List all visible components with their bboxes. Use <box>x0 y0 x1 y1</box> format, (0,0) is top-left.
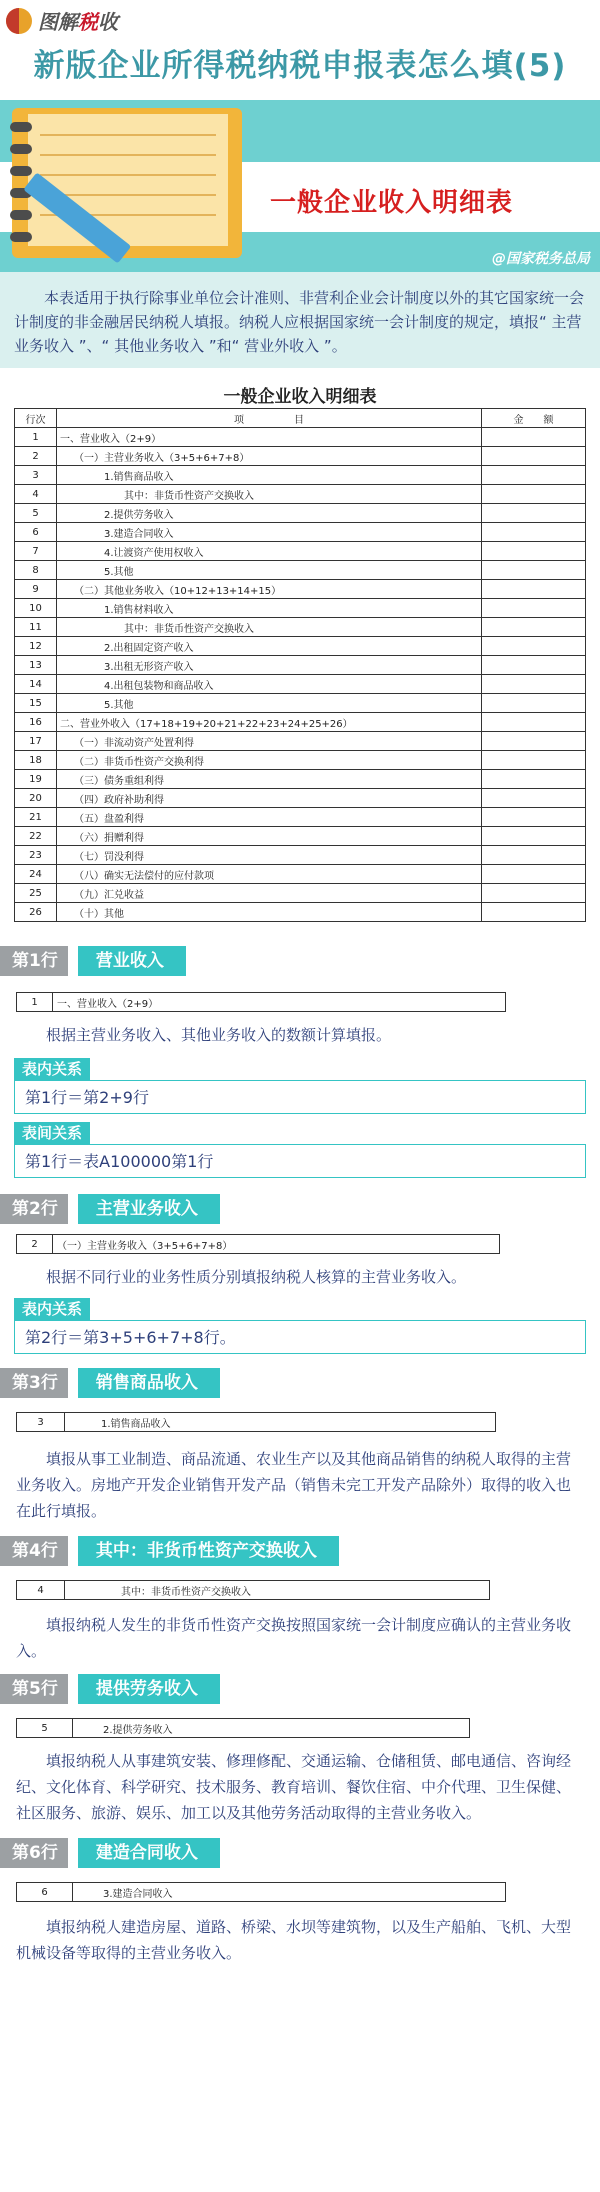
col-amount-header: 金 额 <box>482 409 586 428</box>
table-row <box>15 656 586 675</box>
row-number: 4 <box>15 485 57 504</box>
row-amount <box>482 656 586 675</box>
row-item: 一、营业收入（2+9） <box>57 428 482 447</box>
row-amount <box>482 770 586 789</box>
row-number: 26 <box>15 903 57 922</box>
row-item: 其中：非货币性资产交换收入 <box>65 1581 490 1600</box>
row-amount <box>482 713 586 732</box>
row-amount <box>482 428 586 447</box>
table-row <box>15 903 586 922</box>
row-amount <box>482 561 586 580</box>
section-row-1-rel-in-tag: 表内关系 <box>14 1058 90 1080</box>
row-item: （六）捐赠利得 <box>57 827 482 846</box>
source-label: @国家税务总局 <box>492 251 590 267</box>
row-number: 18 <box>15 751 57 770</box>
row-item: 2.提供劳务收入 <box>73 1719 470 1738</box>
section-row-3-desc: 填报从事工业制造、商品流通、农业生产以及其他商品销售的纳税人取得的主营业务收入。房地产开发企业销售开发产品（销售未完工开发产品除外）取得的收入也在此行填报。 <box>16 1450 572 1520</box>
row-number: 22 <box>15 827 57 846</box>
logo-icon <box>6 8 32 34</box>
section-row-4-desc: 填报纳税人发生的非货币性资产交换按照国家统一会计制度应确认的主营业务收入。 <box>16 1616 572 1660</box>
row-amount <box>482 599 586 618</box>
logo-suffix: 收 <box>98 10 118 34</box>
row-item: （九）汇兑收益 <box>57 884 482 903</box>
row-number: 1 <box>15 428 57 447</box>
row-item: 2.提供劳务收入 <box>57 504 482 523</box>
row-amount <box>482 808 586 827</box>
section-row-1-rel-in: 第1行＝第2+9行 <box>14 1080 586 1114</box>
section-row-1-header <box>0 946 600 976</box>
row-item: （二）非货币性资产交换利得 <box>57 751 482 770</box>
row-item: 4.出租包装物和商品收入 <box>57 675 482 694</box>
section-row-2-number: 第2行 <box>0 1194 68 1224</box>
row-item: 其中：非货币性资产交换收入 <box>57 485 482 504</box>
row-amount <box>482 542 586 561</box>
table-row <box>15 447 586 466</box>
row-number: 16 <box>15 713 57 732</box>
row-number: 7 <box>15 542 57 561</box>
row-item: （一）主营业务收入（3+5+6+7+8） <box>57 447 482 466</box>
section-row-5-label: 提供劳务收入 <box>78 1674 220 1704</box>
row-number: 6 <box>15 523 57 542</box>
table-row <box>15 485 586 504</box>
section-row-6-number: 第6行 <box>0 1838 68 1868</box>
banner <box>0 100 600 272</box>
logo-bar <box>0 0 600 46</box>
section-row-2-header <box>0 1194 600 1224</box>
table-row <box>15 466 586 485</box>
table-row <box>15 732 586 751</box>
row-amount <box>482 865 586 884</box>
table-title: 一般企业收入明细表 <box>223 387 377 407</box>
row-amount <box>482 751 586 770</box>
row-number: 17 <box>15 732 57 751</box>
row-item: 一、营业收入（2+9） <box>53 993 506 1012</box>
row-item: （七）罚没利得 <box>57 846 482 865</box>
row-number: 25 <box>15 884 57 903</box>
section-row-1-rel-out-tag: 表间关系 <box>14 1122 90 1144</box>
table-row <box>15 846 586 865</box>
table-row <box>15 428 586 447</box>
section-row-1-rel-out: 第1行＝表A100000第1行 <box>14 1144 586 1178</box>
row-item: （三）债务重组利得 <box>57 770 482 789</box>
section-row-6-header <box>0 1838 600 1868</box>
row-number: 23 <box>15 846 57 865</box>
row-number: 14 <box>15 675 57 694</box>
table-row <box>15 675 586 694</box>
section-row-3-number: 第3行 <box>0 1368 68 1398</box>
section-row-6-table <box>16 1882 506 1902</box>
row-amount <box>482 485 586 504</box>
row-number: 1 <box>17 993 53 1012</box>
page-title: 新版企业所得税纳税申报表怎么填(5) <box>33 48 567 84</box>
table-header-row <box>15 409 586 428</box>
table-row <box>15 884 586 903</box>
row-item: （十）其他 <box>57 903 482 922</box>
row-item: 二、营业外收入（17+18+19+20+21+22+23+24+25+26） <box>57 713 482 732</box>
table-row <box>15 713 586 732</box>
row-item: （八）确实无法偿付的应付款项 <box>57 865 482 884</box>
row-amount <box>482 846 586 865</box>
row-item: 2.出租固定资产收入 <box>57 637 482 656</box>
row-item: （五）盘盈利得 <box>57 808 482 827</box>
row-item: 3.建造合同收入 <box>57 523 482 542</box>
table-row <box>15 808 586 827</box>
table-row <box>15 637 586 656</box>
row-item: 3.建造合同收入 <box>73 1883 506 1902</box>
row-number: 5 <box>17 1719 73 1738</box>
section-row-1-label: 营业收入 <box>78 946 186 976</box>
row-number: 24 <box>15 865 57 884</box>
row-amount <box>482 694 586 713</box>
row-amount <box>482 827 586 846</box>
section-row-1-desc: 根据主营业务收入、其他业务收入的数额计算填报。 <box>46 1026 392 1044</box>
section-row-5-number: 第5行 <box>0 1674 68 1704</box>
row-number: 2 <box>17 1235 53 1254</box>
table-row <box>15 789 586 808</box>
row-item: 3.出租无形资产收入 <box>57 656 482 675</box>
section-row-2-rel-in-tag: 表内关系 <box>14 1298 90 1320</box>
table-row <box>15 561 586 580</box>
row-number: 15 <box>15 694 57 713</box>
row-amount <box>482 466 586 485</box>
row-number: 21 <box>15 808 57 827</box>
section-row-3-header <box>0 1368 600 1398</box>
row-amount <box>482 637 586 656</box>
section-row-1-number: 第1行 <box>0 946 68 976</box>
table-row <box>15 694 586 713</box>
row-item: （二）其他业务收入（10+12+13+14+15） <box>57 580 482 599</box>
section-row-2-table <box>16 1234 500 1254</box>
row-amount <box>482 504 586 523</box>
row-number: 20 <box>15 789 57 808</box>
row-amount <box>482 523 586 542</box>
table-row <box>15 865 586 884</box>
row-number: 6 <box>17 1883 73 1902</box>
logo-red: 税 <box>78 10 98 34</box>
section-row-4-table <box>16 1580 490 1600</box>
section-row-2-desc: 根据不同行业的业务性质分别填报纳税人核算的主营业务收入。 <box>46 1268 467 1286</box>
row-number: 8 <box>15 561 57 580</box>
table-row <box>15 523 586 542</box>
section-row-5-desc: 填报纳税人从事建筑安装、修理修配、交通运输、仓储租赁、邮电通信、咨询经纪、文化体育、科学研究、技术服务、教育培训、餐饮住宿、中介代理、卫生保健、社区服务、旅游、娱乐、加工以及其他劳务活动取得的主营业务收入。 <box>16 1752 572 1822</box>
row-amount <box>482 447 586 466</box>
table-row <box>15 504 586 523</box>
table-row <box>15 542 586 561</box>
section-row-2-label: 主营业务收入 <box>78 1194 220 1224</box>
table-row <box>15 618 586 637</box>
section-row-2-rel-in: 第2行＝第3+5+6+7+8行。 <box>14 1320 586 1354</box>
row-amount <box>482 789 586 808</box>
row-amount <box>482 580 586 599</box>
section-row-6-label: 建造合同收入 <box>78 1838 220 1868</box>
logo-prefix: 图解 <box>38 10 78 34</box>
row-number: 5 <box>15 504 57 523</box>
row-item: 1.销售商品收入 <box>65 1413 496 1432</box>
row-amount <box>482 732 586 751</box>
row-item: （一）主营业务收入（3+5+6+7+8） <box>53 1235 500 1254</box>
section-row-6-desc: 填报纳税人建造房屋、道路、桥梁、水坝等建筑物，以及生产船舶、飞机、大型机械设备等取得的主营业务收入。 <box>16 1918 572 1962</box>
table-row <box>15 599 586 618</box>
table-row <box>15 751 586 770</box>
row-number: 11 <box>15 618 57 637</box>
intro-paragraph: 本表适用于执行除事业单位会计准则、非营利企业会计制度以外的其它国家统一会计制度的非金融居民纳税人填报。纳税人应根据国家统一会计制度的规定，填报“ 主营业务收入 ”、“ 其他业务收入 ”和“ 营业外收入 ”。 <box>0 272 600 368</box>
row-item: 5.其他 <box>57 561 482 580</box>
row-number: 4 <box>17 1581 65 1600</box>
banner-subtitle: 一般企业收入明细表 <box>270 188 514 218</box>
row-item: 1.销售商品收入 <box>57 466 482 485</box>
table-row <box>15 827 586 846</box>
income-table <box>14 408 586 922</box>
row-amount <box>482 675 586 694</box>
col-no-header: 行次 <box>15 409 57 428</box>
section-row-3-label: 销售商品收入 <box>78 1368 220 1398</box>
logo <box>6 6 118 35</box>
section-row-3-table <box>16 1412 496 1432</box>
row-amount <box>482 903 586 922</box>
row-number: 3 <box>17 1413 65 1432</box>
row-item: 1.销售材料收入 <box>57 599 482 618</box>
row-number: 13 <box>15 656 57 675</box>
row-number: 19 <box>15 770 57 789</box>
section-row-1-table <box>16 992 506 1012</box>
row-amount <box>482 884 586 903</box>
section-row-4-header <box>0 1536 600 1566</box>
row-item: 5.其他 <box>57 694 482 713</box>
col-item-header: 项 目 <box>57 409 482 428</box>
row-item: （一）非流动资产处置利得 <box>57 732 482 751</box>
row-number: 3 <box>15 466 57 485</box>
row-number: 10 <box>15 599 57 618</box>
table-body <box>15 428 586 922</box>
section-row-5-header <box>0 1674 600 1704</box>
row-number: 12 <box>15 637 57 656</box>
section-row-5-table <box>16 1718 470 1738</box>
table-row <box>15 770 586 789</box>
section-row-4-number: 第4行 <box>0 1536 68 1566</box>
row-item: 其中：非货币性资产交换收入 <box>57 618 482 637</box>
row-amount <box>482 618 586 637</box>
row-item: （四）政府补助利得 <box>57 789 482 808</box>
row-item: 4.让渡资产使用权收入 <box>57 542 482 561</box>
section-row-4-label: 其中：非货币性资产交换收入 <box>78 1536 339 1566</box>
row-number: 9 <box>15 580 57 599</box>
table-row <box>15 580 586 599</box>
row-number: 2 <box>15 447 57 466</box>
